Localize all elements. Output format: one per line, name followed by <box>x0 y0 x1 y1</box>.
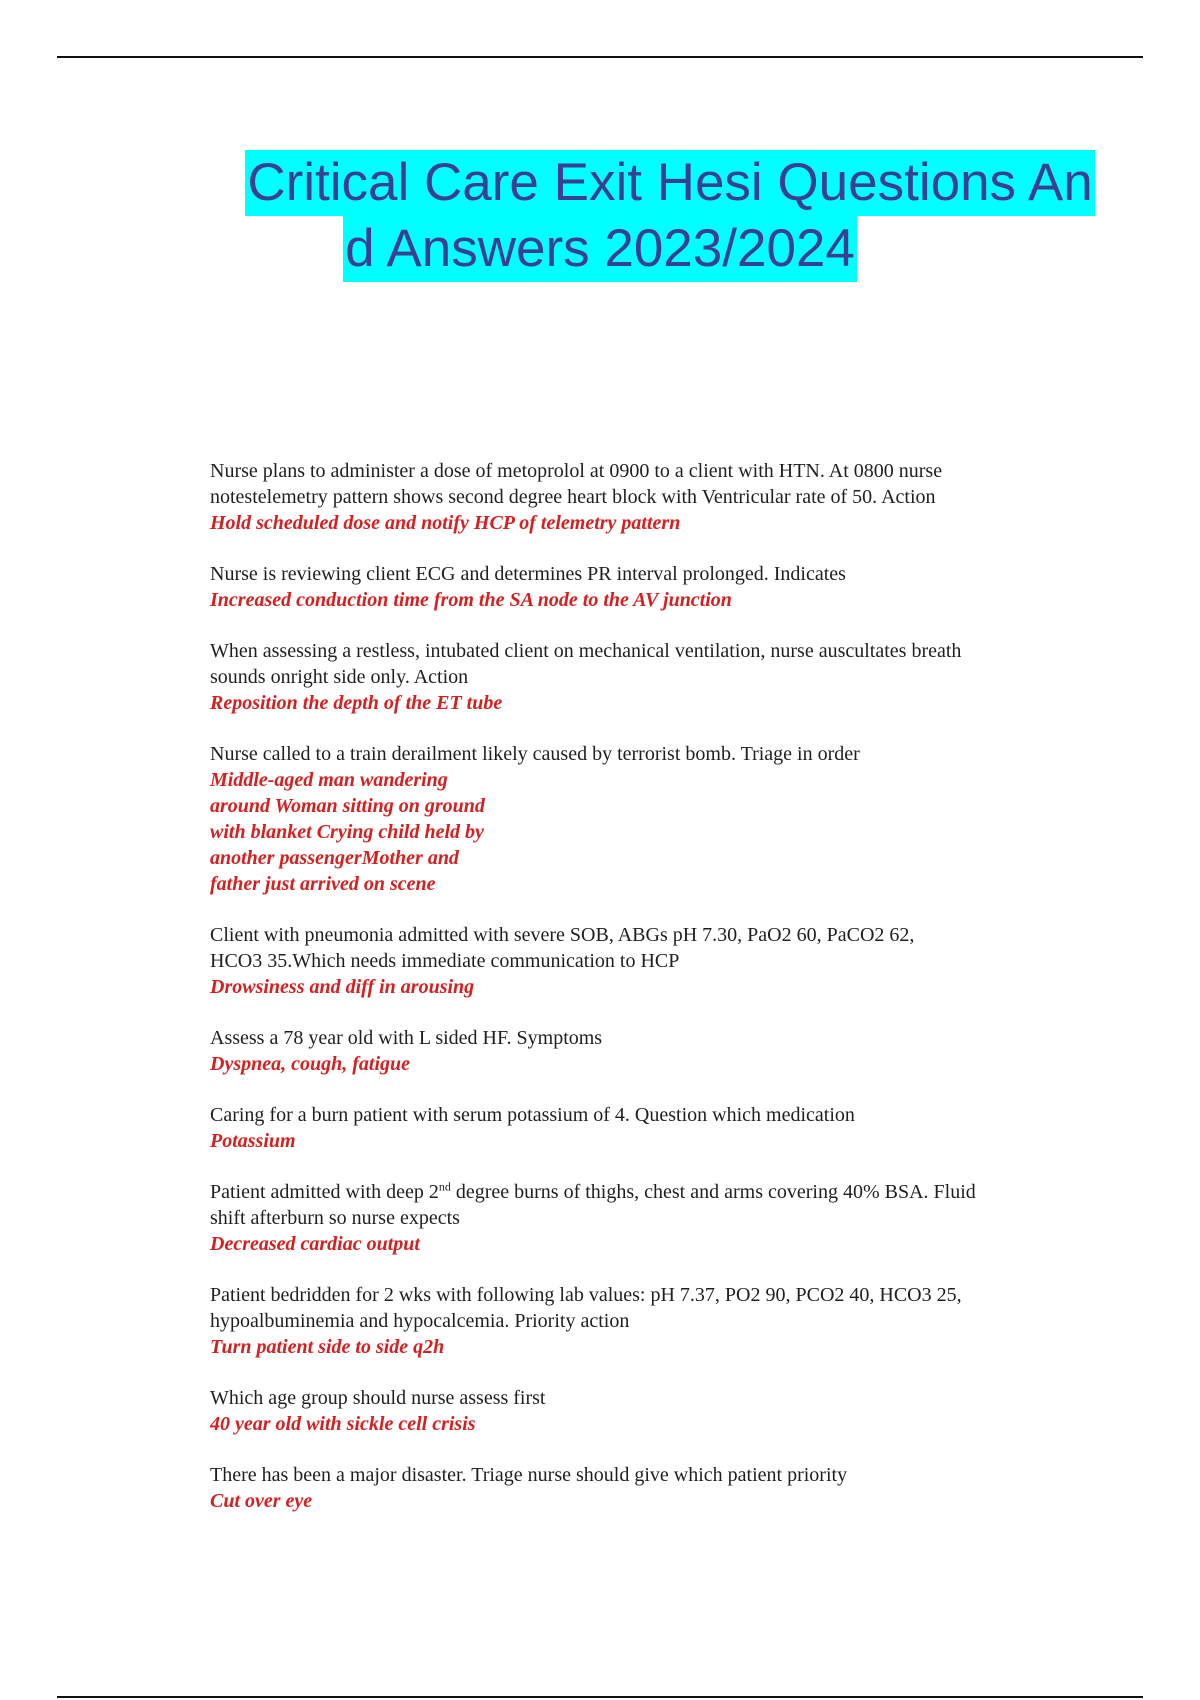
qa-item <box>210 741 1070 897</box>
document-title <box>0 150 1200 282</box>
answer: Potassium <box>210 1130 296 1152</box>
answer: Drowsiness and diff in arousing <box>210 976 475 998</box>
question: Patient bedridden for 2 wks with following lab values: pH 7.37, PO2 90, PCO2 40, HCO3 25, hypoalbuminemia and hypocalcemia. Priority action <box>210 1284 962 1332</box>
answer: Reposition the depth of the ET tube <box>210 692 503 714</box>
question: There has been a major disaster. Triage nurse should give which patient priority <box>210 1464 848 1486</box>
bottom-rule <box>57 1696 1143 1698</box>
answer: Increased conduction time from the SA node to the AV junction <box>210 589 732 611</box>
answer: Turn patient side to side q2h <box>210 1336 445 1358</box>
question-text-pre: Patient admitted with deep 2 <box>210 1181 439 1203</box>
answer: Hold scheduled dose and notify HCP of telemetry pattern <box>210 512 681 534</box>
title-line-2: d Answers 2023/2024 <box>343 216 857 282</box>
answer: Cut over eye <box>210 1490 313 1512</box>
question: When assessing a restless, intubated client on mechanical ventilation, nurse auscultates breath sounds onright side only. Action <box>210 640 962 688</box>
qa-item <box>210 1025 1070 1077</box>
answer: 40 year old with sickle cell crisis <box>210 1413 476 1435</box>
question: Nurse is reviewing client ECG and determines PR interval prolonged. Indicates <box>210 563 846 585</box>
answer: Decreased cardiac output <box>210 1233 420 1255</box>
question: Client with pneumonia admitted with severe SOB, ABGs pH 7.30, PaO2 60, PaCO2 62, HCO3 35.Which needs immediate communication to HCP <box>210 924 915 972</box>
question: Which age group should nurse assess first <box>210 1387 546 1409</box>
qa-item <box>210 1385 1070 1437</box>
ordinal-suffix: nd <box>438 1179 451 1194</box>
qa-item <box>210 638 1070 716</box>
question-text-post: degree burns of thighs, chest and arms covering 40% BSA. Fluid shift afterburn so nurse expects <box>210 1181 976 1229</box>
question <box>210 1179 1070 1231</box>
question: Nurse called to a train derailment likely caused by terrorist bomb. Triage in order <box>210 743 860 765</box>
title-line-1: Critical Care Exit Hesi Questions An <box>245 150 1094 216</box>
question: Assess a 78 year old with L sided HF. Symptoms <box>210 1027 603 1049</box>
qa-item <box>210 458 1070 536</box>
qa-item <box>210 1102 1070 1154</box>
qa-list <box>210 458 1070 1539</box>
question: Caring for a burn patient with serum potassium of 4. Question which medication <box>210 1104 855 1126</box>
qa-item <box>210 1179 1070 1257</box>
qa-item <box>210 1462 1070 1514</box>
qa-item <box>210 561 1070 613</box>
qa-item <box>210 922 1070 1000</box>
qa-item <box>210 1282 1070 1360</box>
top-rule <box>57 56 1143 58</box>
answer: Middle-aged man wandering around Woman sitting on ground with blanket Crying child held by another passengerMother and father just arrived on scene <box>210 769 485 895</box>
answer: Dyspnea, cough, fatigue <box>210 1053 410 1075</box>
question: Nurse plans to administer a dose of metoprolol at 0900 to a client with HTN. At 0800 nurse notestelemetry pattern shows second degree heart block with Ventricular rate of 50. Action <box>210 460 943 508</box>
